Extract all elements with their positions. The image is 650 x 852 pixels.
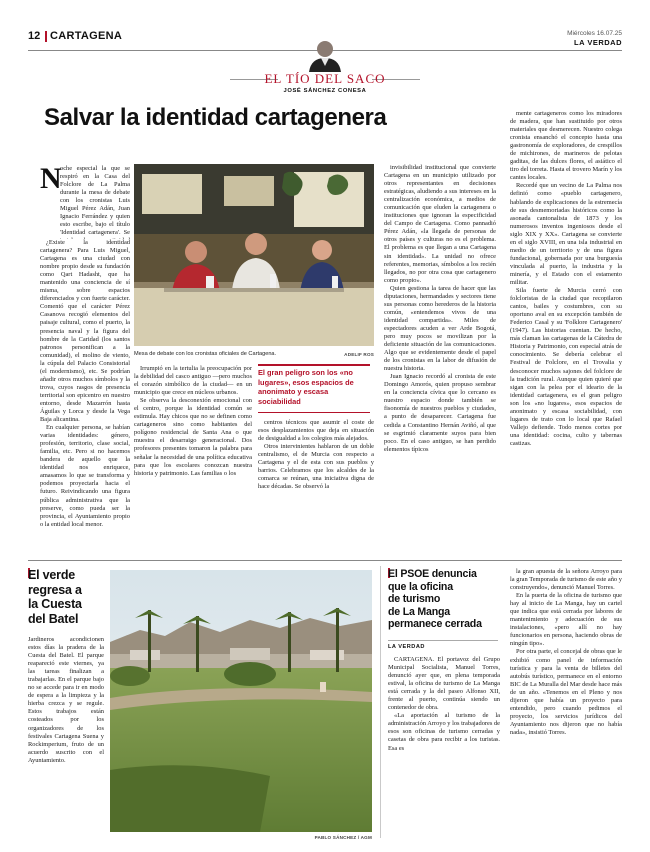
- paragraph: Irrumpió en la tertulia la preocupación por la debilidad del casco antiguo —pero muchos el corazón simbólico de la ciudad— en un municipio que crece en núcleos urbanos.: [134, 365, 252, 397]
- headline-line: permanece cerrada: [388, 618, 482, 631]
- paragraph: «La aportación al turismo de la administración Arroyo y los trabajadores de esos son oficinas de turismo cerradas y casetas de obra para recibir a los turistas. Esa es: [388, 712, 500, 752]
- main-col1-first: oche especial la que se respiró en la Casa del Folclore de La Palma durante la mesa de debate con los cronistas Luis Miguel Pérez Adán, Juan Ignacio Ferrández y quien esto escribe, bajo el título 'Identidad cartagenera'. Se: [60, 165, 130, 237]
- pullquote: El gran peligro son los «no lugares», esos espacios de anonimato y escasa sociabilidad: [258, 368, 354, 406]
- main-col2: [134, 365, 252, 551]
- paragraph: Por otra parte, el concejal de obras que le exhibió como panel de información turística y para la venta de billetes del autobús turístico, permanece en el entorno BIC de La Muralla del Mar desde hace más de un año. «Tenemos en el Pleno y nos dijeron que había un proyecto para entendido, pero cuando pedimos el proyecto, los servicios jurídicos del Ayuntamiento nos dijeron que no había nada», insistió Torres.: [510, 648, 622, 736]
- main-col4: [510, 110, 622, 551]
- paragraph: Quien gestiona la tarea de hacer que las diputaciones, hermandades y sectores tiene sus personas como herederos de la historia común, «entendemos vivos de una identidad compartida». Miles de espectadores acuden a ver Arde Bogotá, pero muy pocos se movilizan por la deficiente situación de las comunicaciones. Algo que se evidentemente desde el papel de los cronistas en la labor de difusión de nuestra historia.: [384, 284, 496, 373]
- column-author: JOSÉ SÁNCHEZ CONESA: [283, 88, 367, 94]
- headline-line: del Batel: [28, 611, 79, 626]
- paragraph: invisibilidad institucional que convierte Cartagena en un municipio utilizado por otros representantes en decisiones estratégicas, aludiendo a sus intereses en la centralización económica, a medios de comunicación que eluden la cartagenera o instituciones que ignoran la especificidad del Campo de Cartagena. Como pannadió Pérez Adán, «la llegada de personas de otros países y culturas no es el problema. El problema es que llegan a una Cartagena sin identidad». La unidad no ofrece referentes, memorias, símbolos a los recién llegados, no por otra cosa que cartagenero como propio».: [384, 164, 496, 284]
- byline-rule: [388, 640, 498, 641]
- paragraph: En cualquier persona, se habían varias identidades: género, profesión, territorio, clase social, familia, etc. Pero si no hacemos bandera de aquello que la identidad nos enriquece, amasamos lo que se transforma y podemos proyectarla hacia el futuro. Reivindicando una figura pública administrativa que la preserve, como pueda ser la provincia, el Ayuntamiento propio o la entidad local menor.: [40, 424, 130, 528]
- paragraph: Se observa la desconexión emocional con el centro, porque la identidad común se estimula. Hay chicos que no se definen como cartageneros sino como habitantes del polígono residencial de Santa Ana o que muestra el desarraigo generacional. Dos profesores presentes tomaron la palabra para señalar la necesidad de una política educativa para que los escolares conozcan nuestra historia y patrimonio. Las familias o los: [134, 397, 252, 477]
- paragraph: CARTAGENA. El portavoz del Grupo Municipal Socialista, Manuel Torres, denunció ayer que, en plena temporada estival, la oficina de turismo de La Manga está cerrada y la del paseo Alfonso XII, frente al puerto, continúa siendo un contenedor de obra.: [388, 656, 500, 712]
- main-col1-rest: [40, 239, 130, 551]
- headline-line: regresa a: [28, 582, 82, 597]
- article-divider: [380, 566, 381, 838]
- article3-byline: LA VERDAD: [388, 644, 425, 650]
- headline-line: El PSOE denuncia: [388, 568, 477, 580]
- headline-line: de La Manga: [388, 605, 450, 618]
- photo-credit: ADELIF ROS: [344, 352, 374, 357]
- dropcap: N: [40, 162, 62, 195]
- headline-line: de turismo: [388, 593, 441, 606]
- article3-col2: [510, 568, 622, 838]
- main-headline: Salvar la identidad cartagenera: [44, 104, 387, 131]
- paragraph: mente cartageneros como los miradores de madera, que han sustituido por otros materiales que desmerecen. Nuestro colega cronista ensanchó el concepto hasta una gastronomía de exploradores, de crespillos de michirones, de marineros de pelotas gaditas, de las dulces flores, el asiático el tiro del torreta. Hasta el trovero Marín y los cantes locales.: [510, 110, 622, 182]
- article2-photo-credit: PABLO SÁNCHEZ / AGM: [314, 835, 372, 840]
- newspaper-name: LA VERDAD: [574, 38, 622, 47]
- headline-line: que la oficina: [388, 580, 453, 593]
- photo-caption: Mesa de debate con los cronistas oficiales de Cartagena.: [134, 351, 277, 357]
- columnist-portrait: [306, 36, 344, 72]
- park-photo: [110, 570, 372, 832]
- headline-line: El verde: [28, 568, 76, 582]
- pullquote-rule: [258, 364, 370, 366]
- headline-line: la Cuesta: [28, 597, 82, 611]
- section-marker: [45, 31, 47, 42]
- pullquote-rule-bottom: [258, 412, 370, 413]
- paragraph: Sila fuerte de Murcia cerró con folcloristas de la ciudad que recopilaron cantos, bailes y costumbres, con su oportuno aval en su excepción también de Federico Casal y su 'Folklore Cartagenero' (1947). Las historias cuentan. De hecho, más claman las cartagenas de la Cátedra de Historia y Patrimonio, con especial atrás de conocimiento. Se debería celebrar el Festival de Folclore, en el Trovalia y desconocer muchos sajones del folclore de la tradición rural. Aunque quien quieré que sigan con la pelea por el ideario de la identidad cartagenera, es el gran peligro son los «no lugares», esos espacios de anonimato y escasa sociabilidad, con lugares de trato con lo local que Rafael Vallejo defiende. Todo menos cortes por una identidad: cocina, culto y tabernas castizas.: [510, 287, 622, 447]
- paragraph: Otros intervinientes hablaron de un doble centralismo, el de Murcia con respecto a Cartagena y el de esta con sus pueblos y barrios. Celebramos que los alcaldes de la comarca se reúnan, una iniciativa digna de hace décadas. Se observó la: [258, 443, 374, 491]
- paragraph: ¿Existe la identidad cartagenera? Para Luis Miguel, Cartagena es una ciudad con nombre propio desde su fundación como Qart Hadasht, que ha mantenido una conciencia de sí misma, sobre espacios diferenciados y con fuerte carácter. Comentó que el carácter Pérez Casanova recogió elementos del paisaje cultural, como el puerto, la presencia naval y la figura del hombre de la Caridad (los santos patronos personifican a la comunidad), el molino de viento, la cúpula del Palacio Consistorial (el modernismo), etc. Se podrían añadir otros muchos símbolos y la trova, cuyos rasgos de presencia territorial son epicentro en nuestro entorno, desde Mazarrón hasta Águilas y Lorca y desde la Vega Baja alicantina.: [40, 239, 130, 424]
- column-name: EL TÍO DEL SACO: [264, 71, 386, 86]
- paragraph: Recordé que un vecino de La Palma nos definió como «pueblo cartagenero, hablando de explicaciones de la estremecía de sus desmemoriadas históricos como la asonada cantonalista de 1873 y los numerosos inventos ingeniosos desde el siglo XIX y XX». Cartagena se convierte en el siglo XVIII, en una isla industrial en medio de un territorio y de una figura fundacional, gobernada por una burguesía vinculada al puerto, la industria y la minería, y el Estado con el estamento militar.: [510, 182, 622, 286]
- paragraph: En la puerta de la oficina de turismo que hay al inicio de La Manga, hay un cartel que indica que está cerrada por labores de mantenimiento y adecuación de sus instalaciones, «pero allí no hay funcionarios en persona, haciendo obras de ningún tipo».: [510, 592, 622, 648]
- issue-date: Miércoles 16.07.25: [567, 30, 622, 37]
- paragraph: centros técnicos que asumir el coste de esos desplazamientos que deja en situación de desigualdad a los colegios más alejados.: [258, 419, 374, 443]
- main-col3-top: [384, 164, 496, 551]
- article3-col1: [388, 656, 500, 838]
- main-col3-bottom: [258, 419, 374, 551]
- article2-headline: [28, 568, 108, 626]
- section-name: CARTAGENA: [50, 30, 123, 42]
- paragraph: Juan Ignacio recordó al cronista de este Domingo Amorós, quien propuso sembrar en la conciencia cívica que lo cercano es nuestro espacio donde también se fisonomía de nuestros pueblos y ciudades, a punto de desaparecer. Cartagena fue cedida a Constantino Hernán Aviñó, al que se esgrimió claramente suyos para bien poco. En el caso antiguo, se han perdido elementos típicos: [384, 373, 496, 453]
- debate-photo: [134, 164, 374, 346]
- paragraph: la gran apuesta de la señora Arroyo para la gran Temporada de turismo de este año y construyendo», denunció Manuel Torres.: [510, 568, 622, 592]
- article3-headline: [388, 568, 506, 631]
- article2-body: Jardineros acondicionen estos días la pradera de la Cuesta del Batel. El parque reapareció este viernes, ya las tareas finalizan a trabajarlas. En el parque bajo no se accede para ir en modo de espera a la limpieza y la hierba crezca y se regule. Estos trabajos están costeados por los organizadores de los festivales Cartagena Suena y Rockimperium, fruto de un acuerdo suscrito con el Ayuntamiento.: [28, 636, 104, 764]
- page-number: 12: [28, 30, 41, 42]
- section-divider: [28, 560, 622, 561]
